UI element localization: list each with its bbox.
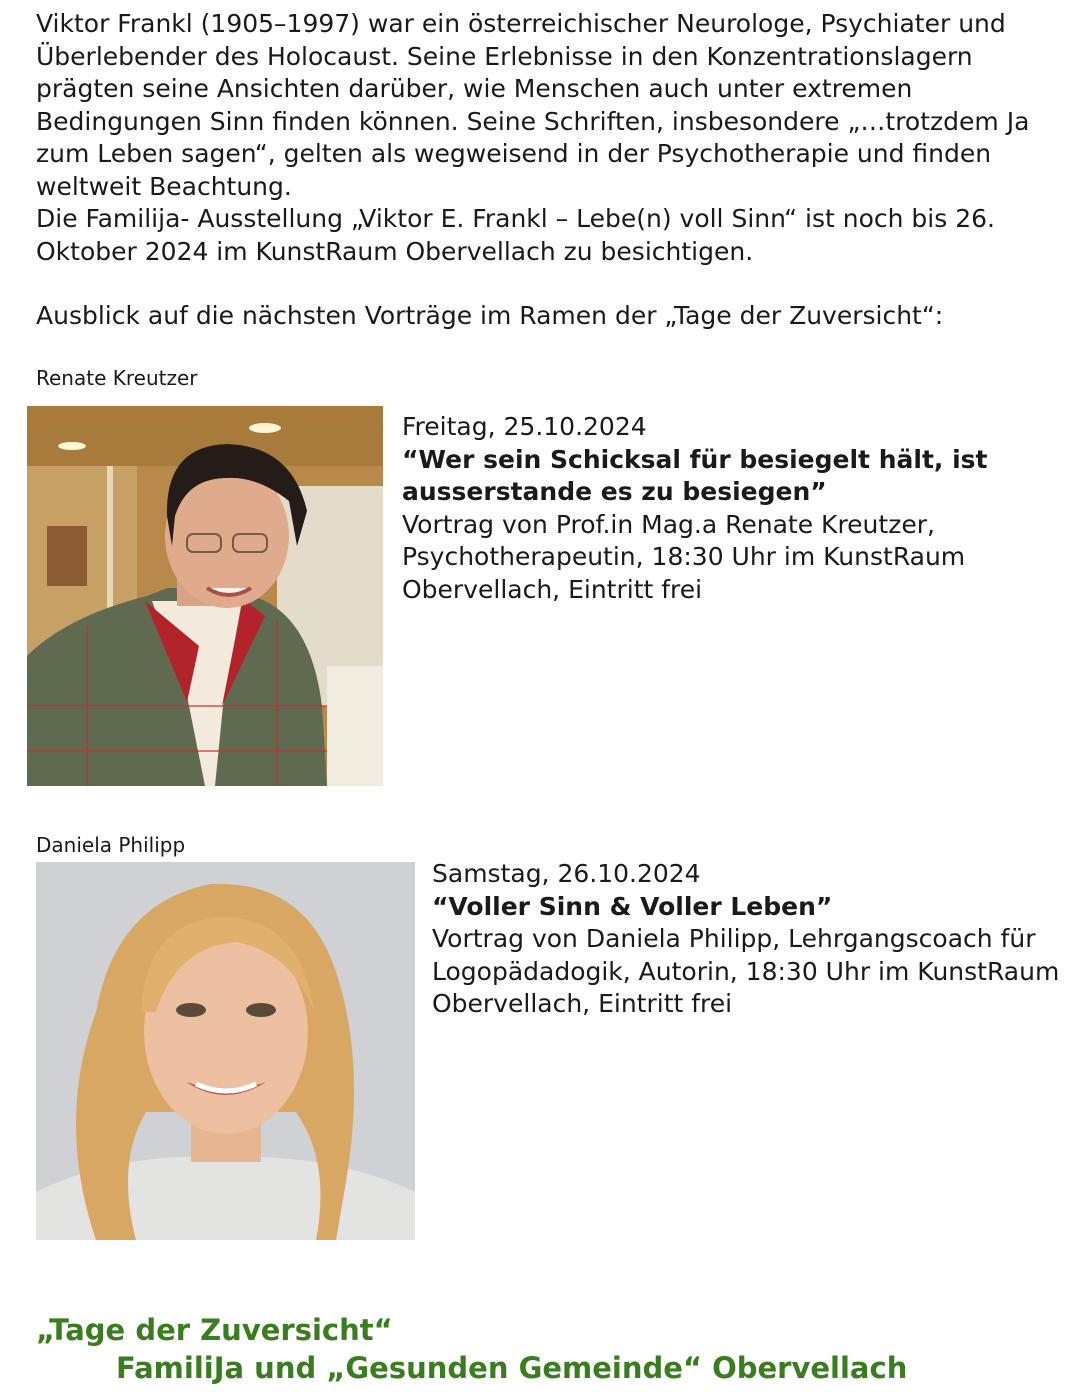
event-saturday — [432, 858, 1072, 1021]
photo-daniela-philipp — [36, 862, 415, 1240]
footer-series-title: „Tage der Zuversicht“ — [36, 1313, 393, 1347]
event-title: “Wer sein Schicksal für besiegelt hält, ist ausserstande es zu besiegen” — [402, 444, 988, 506]
footer-organizers: FamiliJa und „Gesunden Gemeinde“ Obervellach — [116, 1351, 908, 1385]
intro-paragraph-exhibition: Die Familija- Ausstellung „Viktor E. Frankl – Lebe(n) voll Sinn“ ist noch bis 26. Oktober 2024 im KunstRaum Obervellach zu besichtigen. — [36, 204, 995, 266]
event-date: Samstag, 26.10.2024 — [432, 859, 701, 888]
event-description: Vortrag von Daniela Philipp, Lehrgangscoach für Logopädadogik, Autorin, 18:30 Uhr im KunstRaum Obervellach, Eintritt frei — [432, 924, 1060, 1018]
intro-paragraph-outlook: Ausblick auf die nächsten Vorträge im Ramen der „Tage der Zuversicht“: — [36, 301, 944, 330]
speaker-caption-philipp: Daniela Philipp — [36, 833, 186, 857]
photo-renate-kreutzer — [27, 406, 383, 786]
event-title: “Voller Sinn & Voller Leben” — [432, 891, 833, 921]
intro-paragraph-frankl: Viktor Frankl (1905–1997) war ein österreichischer Neurologe, Psychiater und Überlebender des Holocaust. Seine Erlebnisse in den Konzentrationslagern prägten seine Ansichten darüber, wie Menschen auch unter extremen Bedingungen Sinn finden können. Seine Schriften, insbesondere „…trotzdem Ja zum Leben sagen“, gelten als wegweisend in der Psychotherapie und finden weltweit Beachtung. — [36, 9, 1030, 201]
event-date: Freitag, 25.10.2024 — [402, 412, 647, 441]
speaker-caption-kreutzer: Renate Kreutzer — [36, 366, 198, 390]
event-friday — [402, 411, 1052, 606]
event-description: Vortrag von Prof.in Mag.a Renate Kreutzer, Psychotherapeutin, 18:30 Uhr im KunstRaum Obervellach, Eintritt frei — [402, 509, 966, 604]
